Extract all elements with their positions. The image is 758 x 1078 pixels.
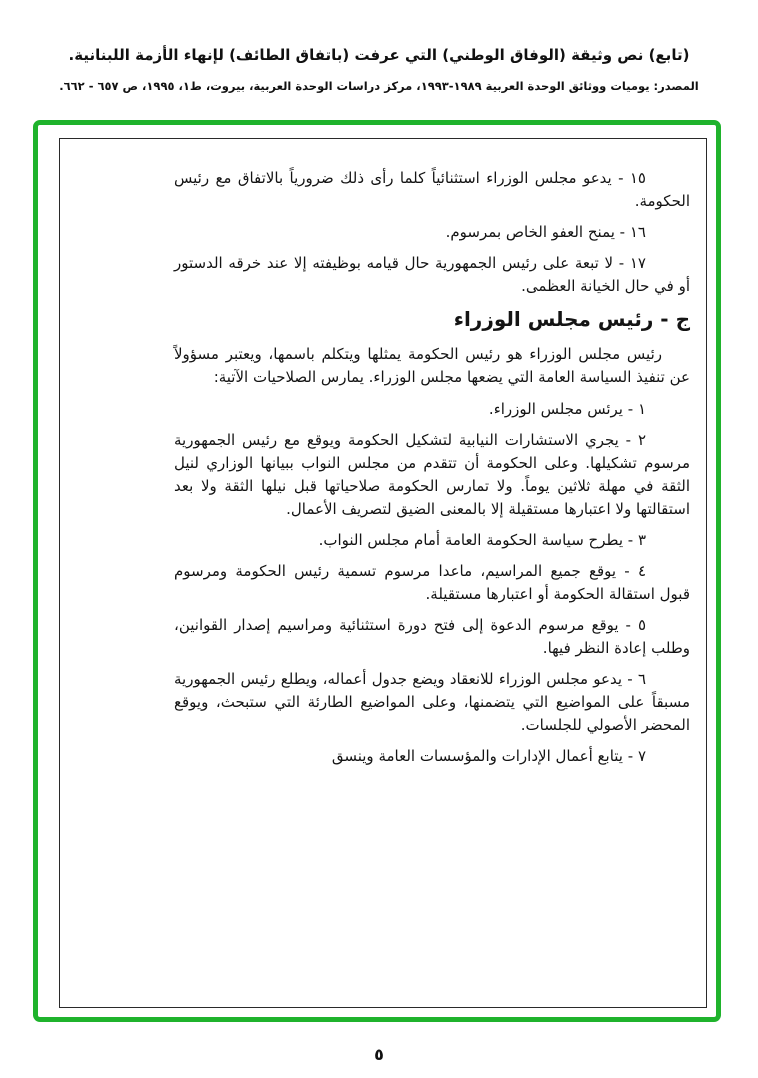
- section-heading-prime-minister: ج - رئيس مجلس الوزراء: [453, 307, 690, 331]
- clause-4: ٤ - يوقع جميع المراسيم، ماعدا مرسوم تسمية رئيس الحكومة ومرسوم قبول استقالة الحكومة أو اعتبارها مستقيلة.: [174, 562, 690, 603]
- clause-5: ٥ - يوقع مرسوم الدعوة إلى فتح دورة استثنائية ومراسيم إصدار القوانين، وطلب إعادة النظر فيها.: [174, 616, 690, 657]
- clause-1: ١ - يرئس مجلس الوزراء.: [488, 400, 646, 418]
- scanned-page-frame: [59, 138, 707, 1008]
- clause-16: ١٦ - يمنح العفو الخاص بمرسوم.: [445, 223, 646, 241]
- document-source-line: المصدر: يوميات ووثائق الوحدة العربية ١٩٨٩-١٩٩٣، مركز دراسات الوحدة العربية، بيروت، ط١، ١٩٩٥، ص ٦٥٧ - ٦٦٢.: [59, 79, 699, 93]
- document-header-title: (تابع) نص وثيقة (الوفاق الوطني) التي عرفت (باتفاق الطائف) لإنهاء الأزمة اللبنانية.: [68, 46, 690, 64]
- clause-6: ٦ - يدعو مجلس الوزراء للانعقاد ويضع جدول أعماله، ويطلع رئيس الجمهورية مسبقاً على المواضيع التي يتضمنها، وعلى المواضيع الطارئة التي ستبحث، ويوقع المحضر الأصولي للجلسات.: [174, 670, 690, 734]
- clause-7: ٧ - يتابع أعمال الإدارات والمؤسسات العامة وينسق: [331, 747, 646, 765]
- document-body: [174, 167, 690, 776]
- clause-3: ٣ - يطرح سياسة الحكومة العامة أمام مجلس النواب.: [318, 531, 646, 549]
- page-number: ٥: [374, 1045, 384, 1064]
- clause-17: ١٧ - لا تبعة على رئيس الجمهورية حال قيامه بوظيفته إلا عند خرقه الدستور أو في حال الخيانة العظمى.: [174, 254, 690, 295]
- clause-2: ٢ - يجري الاستشارات النيابية لتشكيل الحكومة ويوقع مع رئيس الجمهورية مرسوم تشكيلها. وعلى الحكومة أن تتقدم من مجلس النواب ببيانها الوزاري لنيل الثقة في مهلة ثلاثين يوماً. ولا تمارس الحكومة صلاحياتها قبل نيلها الثقة ولا بعد استقالتها ولا اعتبارها مستقيلة إلا بالمعنى الضيق لتصريف الأعمال.: [174, 431, 690, 518]
- green-border-frame: [33, 120, 721, 1022]
- intro-paragraph: رئيس مجلس الوزراء هو رئيس الحكومة يمثلها ويتكلم باسمها، ويعتبر مسؤولاً عن تنفيذ السياسة العامة التي يضعها مجلس الوزراء. يمارس الصلاحيات الآتية:: [174, 345, 690, 386]
- clause-15: ١٥ - يدعو مجلس الوزراء استثنائياً كلما رأى ذلك ضرورياً بالاتفاق مع رئيس الحكومة.: [174, 169, 690, 210]
